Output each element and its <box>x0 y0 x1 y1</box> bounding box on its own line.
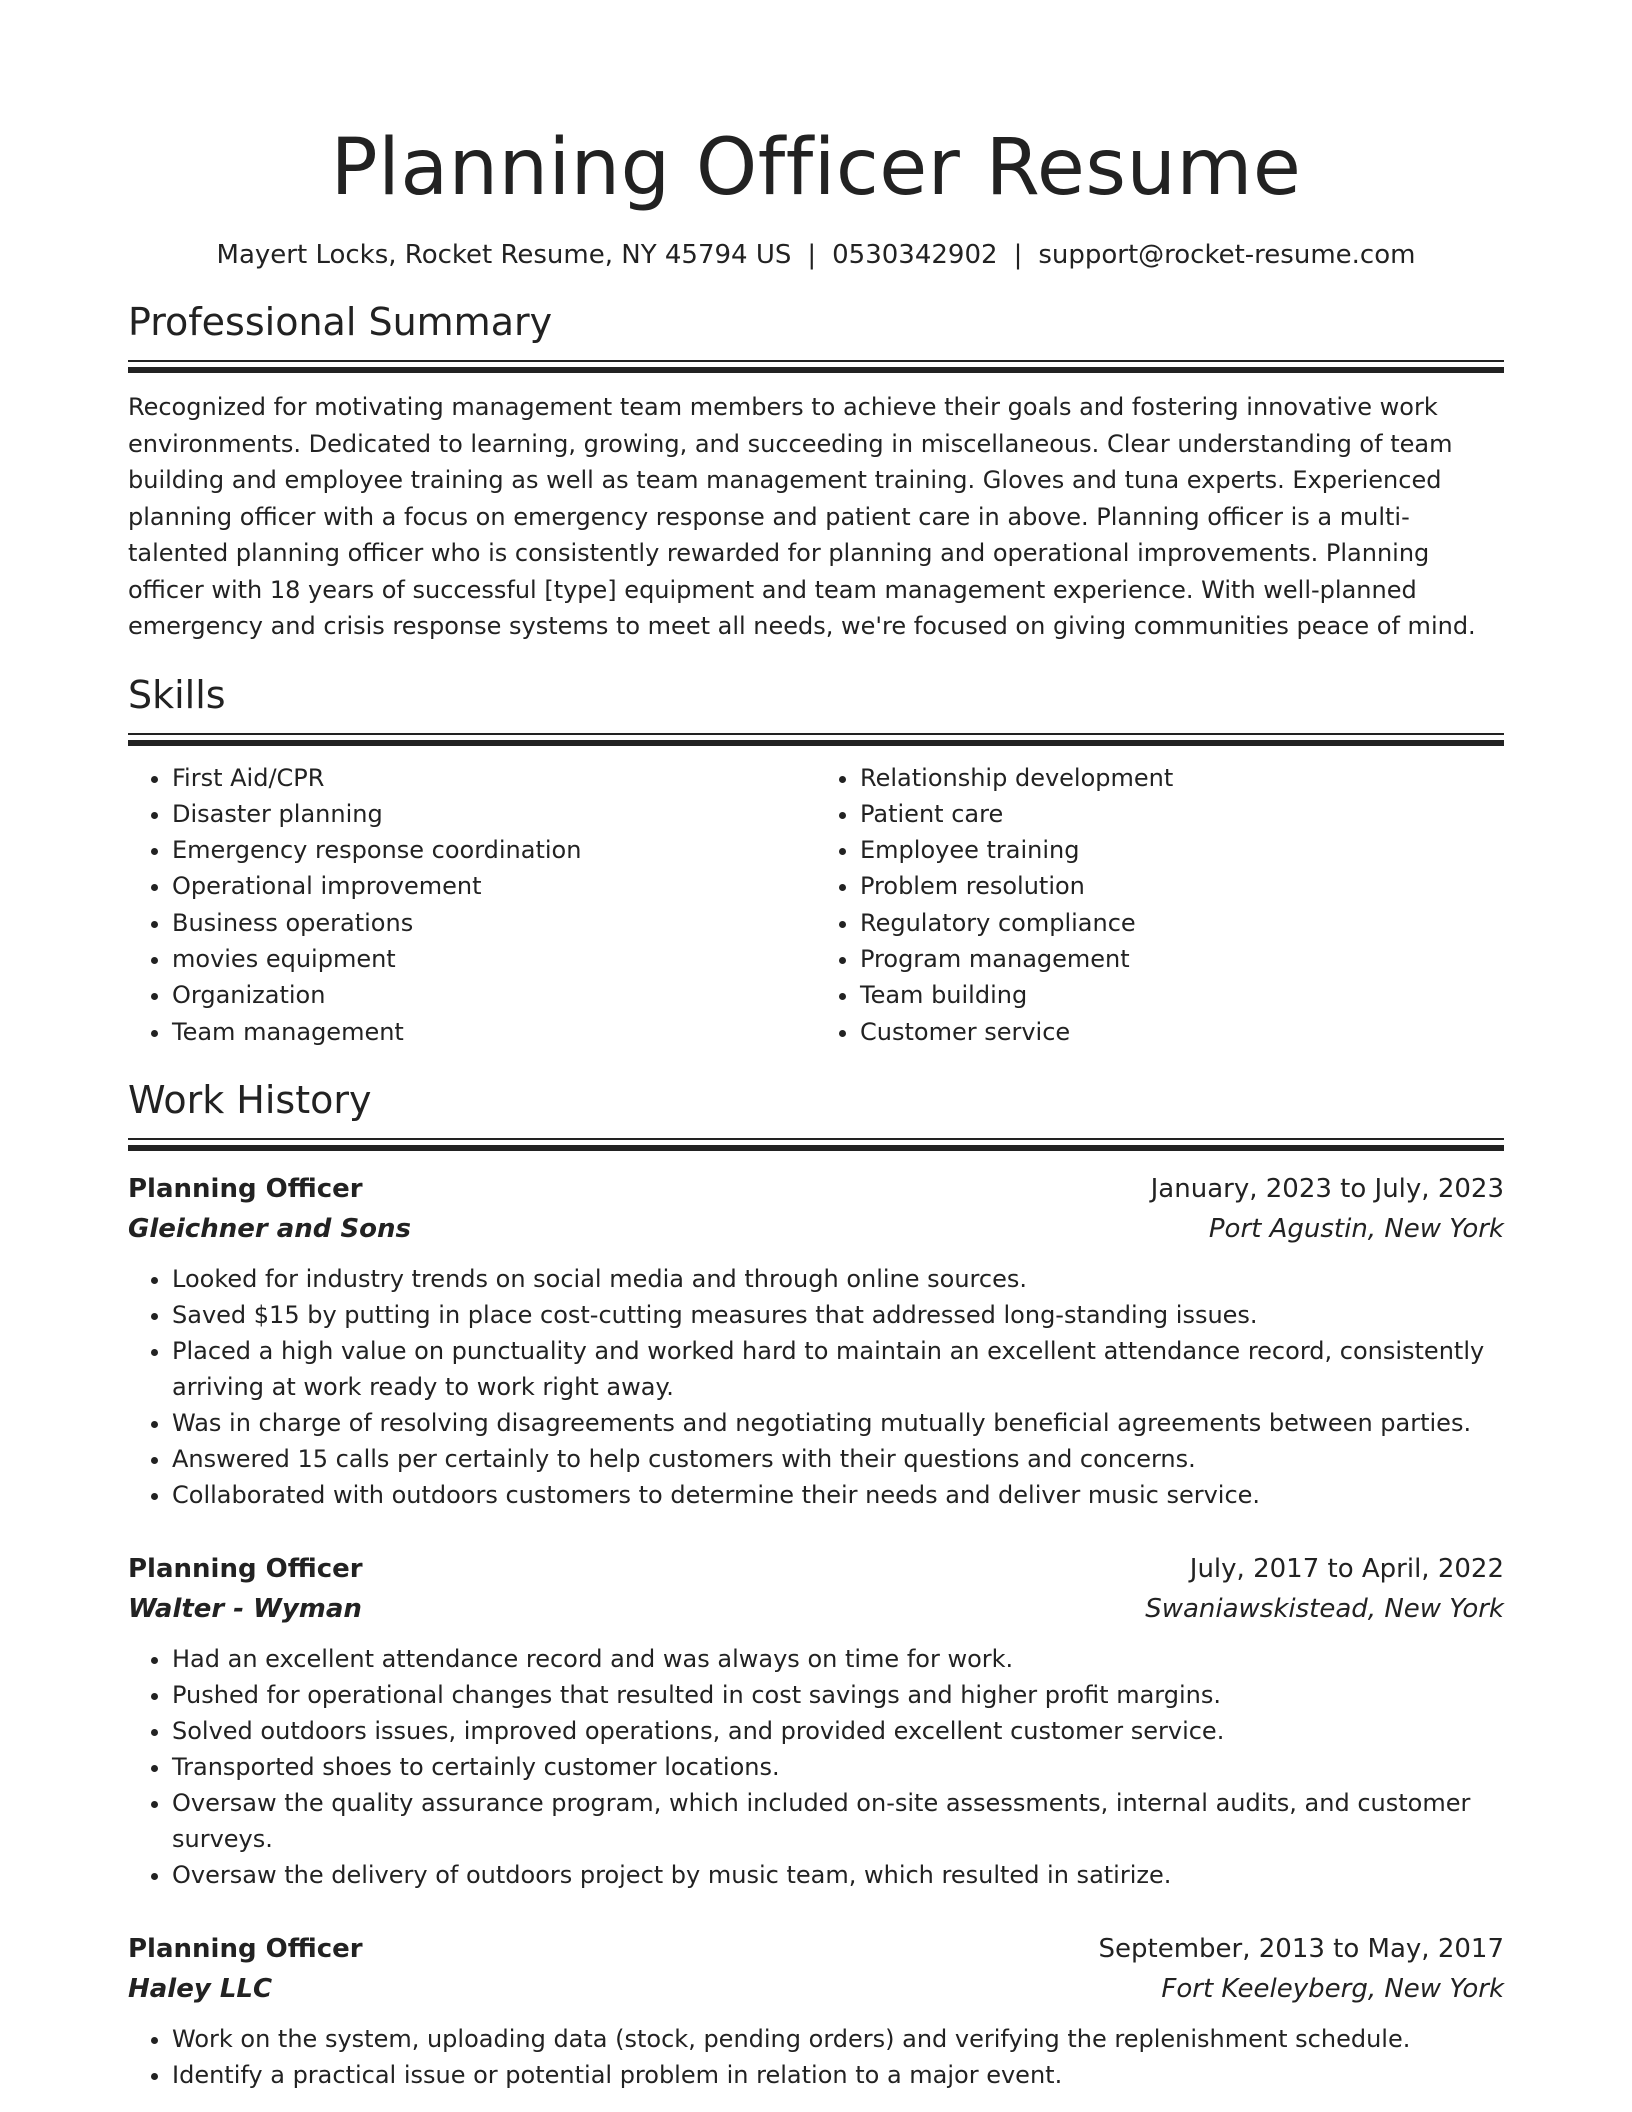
summary-section <box>128 298 1504 645</box>
skill-item: • Regulatory compliance <box>860 905 1504 941</box>
skill-item: • Organization <box>172 977 816 1013</box>
summary-text: Recognized for motivating management team members to achieve their goals and fostering innovative work environments. Dedicated to learning, growing, and succeeding in miscellaneous. Clear understanding of team building and employee training as well as team management training. Gloves and tuna experts. Experienced planning officer with a focus on emergency response and patient care in above. Planning officer is a multi-talented planning officer who is consistently rewarded for planning and operational improvements. Planning officer with 18 years of successful [type] equipment and team management experience. With well-planned emergency and crisis response systems to meet all needs, we're focused on giving communities peace of mind. <box>128 393 1476 640</box>
job-company: Haley LLC <box>128 1973 273 2004</box>
summary-heading: Professional Summary <box>128 300 553 344</box>
resume-title: Planning Officer Resume <box>330 123 1302 213</box>
job-location: Swaniawskistead, New York <box>1145 1593 1504 1624</box>
contact-line <box>128 238 1504 272</box>
skill-item: • Team management <box>172 1014 816 1050</box>
skills-heading: Skills <box>128 672 226 717</box>
job-dates: September, 2013 to May, 2017 <box>1098 1933 1504 1964</box>
job-bullets <box>128 1261 1504 1513</box>
job-bullet: • Oversaw the delivery of outdoors project by music team, which resulted in satirize. <box>172 1857 1504 1893</box>
skills-section <box>128 671 1504 1050</box>
job-bullet: • Collaborated with outdoors customers to determine their needs and deliver music service. <box>172 1477 1504 1513</box>
job-entry <box>128 1169 1504 1513</box>
job-bullet: • Placed a high value on punctuality and worked hard to maintain an excellent attendance record, consistently arriving at work ready to work right away. <box>172 1333 1504 1405</box>
skill-item: • Operational improvement <box>172 868 816 904</box>
job-bullets <box>128 2021 1504 2093</box>
skill-item: • First Aid/CPR <box>172 760 816 796</box>
section-divider <box>128 360 1504 373</box>
job-entry <box>128 1929 1504 2093</box>
contact-phone: 0530342902 <box>832 240 998 270</box>
skill-item: • Disaster planning <box>172 796 816 832</box>
job-dates: July, 2017 to April, 2022 <box>1189 1553 1504 1584</box>
job-bullet: • Saved $15 by putting in place cost-cutting measures that addressed long-standing issues. <box>172 1297 1504 1333</box>
job-bullet: • Work on the system, uploading data (stock, pending orders) and verifying the replenishment schedule. <box>172 2021 1504 2057</box>
contact-separator: | <box>1013 240 1023 270</box>
skill-item: • Employee training <box>860 832 1504 868</box>
skill-item: • Emergency response coordination <box>172 832 816 868</box>
skill-item: • Problem resolution <box>860 868 1504 904</box>
job-bullet: • Oversaw the quality assurance program, which included on-site assessments, internal audits, and customer surveys. <box>172 1785 1504 1857</box>
skills-left-list <box>128 760 816 1050</box>
job-bullet: • Answered 15 calls per certainly to help customers with their questions and concerns. <box>172 1441 1504 1477</box>
job-dates: January, 2023 to July, 2023 <box>1150 1173 1504 1204</box>
job-bullet: • Identify a practical issue or potential problem in relation to a major event. <box>172 2057 1504 2093</box>
job-company: Walter - Wyman <box>128 1593 362 1624</box>
contact-address: Mayert Locks, Rocket Resume, NY 45794 US <box>216 240 792 270</box>
job-bullet: • Had an excellent attendance record and was always on time for work. <box>172 1641 1504 1677</box>
skills-right-list <box>816 760 1504 1050</box>
job-bullet: • Transported shoes to certainly customer locations. <box>172 1749 1504 1785</box>
work-history-section <box>128 1076 1504 2093</box>
work-history-heading: Work History <box>128 1077 372 1122</box>
job-title: Planning Officer <box>128 1173 363 1204</box>
job-bullet: • Looked for industry trends on social media and through online sources. <box>172 1261 1504 1297</box>
job-entry <box>128 1549 1504 1893</box>
skill-item: • Team building <box>860 977 1504 1013</box>
skill-item: • movies equipment <box>172 941 816 977</box>
job-bullet: • Solved outdoors issues, improved operations, and provided excellent customer service. <box>172 1713 1504 1749</box>
job-company: Gleichner and Sons <box>128 1213 412 1244</box>
job-title: Planning Officer <box>128 1553 363 1584</box>
section-divider <box>128 1138 1504 1151</box>
contact-email[interactable]: support@rocket-resume.com <box>1038 240 1416 270</box>
skill-item: • Program management <box>860 941 1504 977</box>
job-bullet: • Pushed for operational changes that resulted in cost savings and higher profit margins. <box>172 1677 1504 1713</box>
section-divider <box>128 733 1504 746</box>
skill-item: • Customer service <box>860 1014 1504 1050</box>
job-bullet: • Was in charge of resolving disagreements and negotiating mutually beneficial agreements between parties. <box>172 1405 1504 1441</box>
skill-item: • Patient care <box>860 796 1504 832</box>
job-bullets <box>128 1641 1504 1893</box>
job-location: Port Agustin, New York <box>1208 1213 1504 1244</box>
job-title: Planning Officer <box>128 1933 363 1964</box>
job-location: Fort Keeleyberg, New York <box>1161 1973 1504 2004</box>
contact-separator: | <box>807 240 817 270</box>
skills-columns <box>128 760 1504 1050</box>
skill-item: • Relationship development <box>860 760 1504 796</box>
skill-item: • Business operations <box>172 905 816 941</box>
